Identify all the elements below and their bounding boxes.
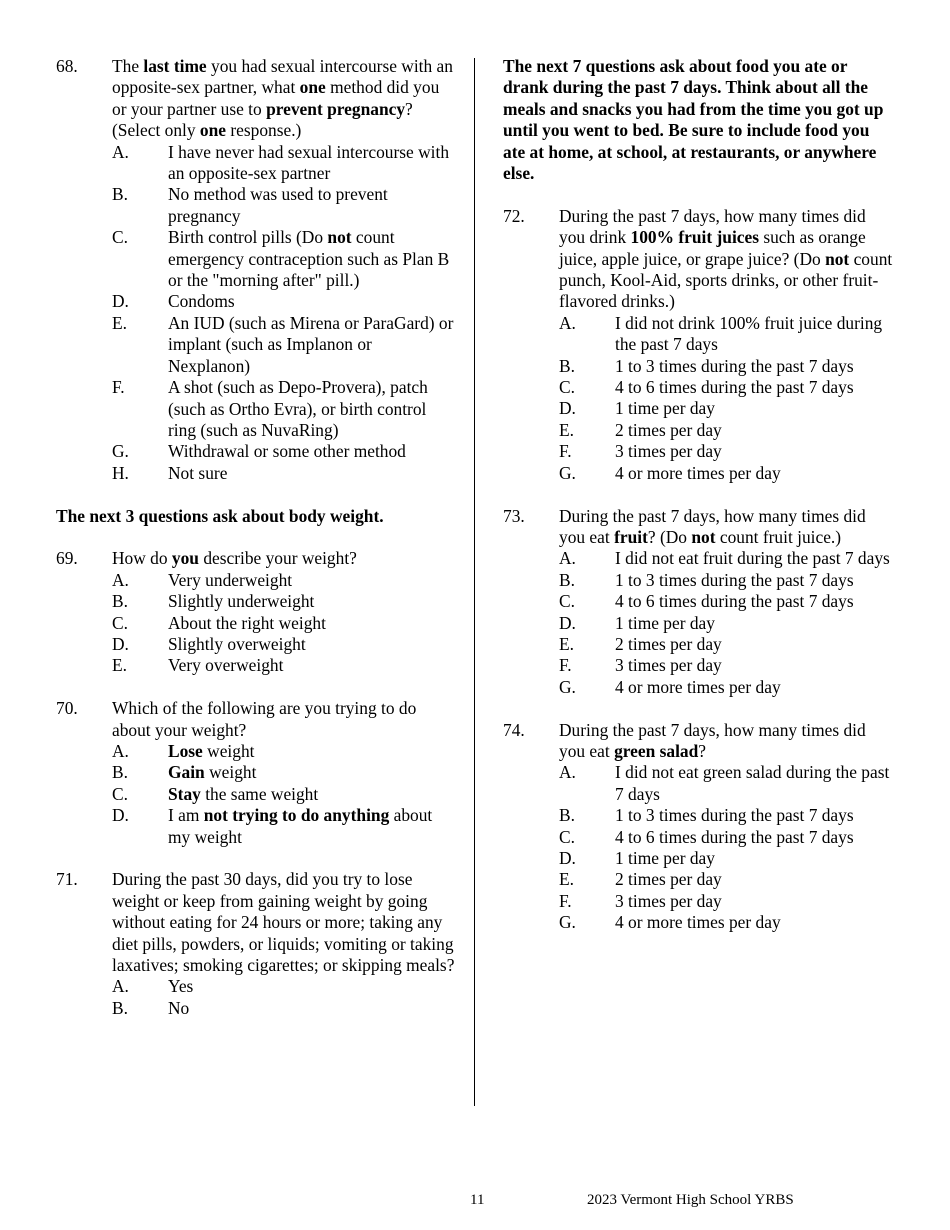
question-number: 73. [503, 505, 525, 526]
answer-option[interactable]: E. Very overweight [112, 655, 284, 676]
answer-option[interactable]: F. 3 times per day [559, 655, 722, 676]
question-68 [56, 56, 456, 484]
answer-option[interactable]: D. 1 time per day [559, 847, 715, 868]
answer-option[interactable]: A. I did not eat green salad during the past 7 days [559, 762, 890, 804]
section-heading: The next 3 questions ask about body weight. [56, 505, 384, 526]
question-number: 72. [503, 205, 525, 226]
answer-option[interactable]: D. 1 time per day [559, 398, 715, 419]
question-number: 70. [56, 698, 78, 719]
answer-option[interactable]: E. 2 times per day [559, 633, 722, 654]
question-text: During the past 7 days, how many times did you eat fruit? (Do not count fruit juice.) [559, 505, 866, 547]
question-70 [56, 698, 456, 848]
right-column [503, 56, 895, 934]
answer-option[interactable]: B. 1 to 3 times during the past 7 days [559, 805, 854, 826]
question-number: 71. [56, 869, 78, 890]
answer-option[interactable]: A. Lose weight [112, 740, 255, 761]
answer-option[interactable]: D. Slightly overweight [112, 633, 306, 654]
question-number: 68. [56, 56, 78, 76]
answer-option[interactable]: A. I did not drink 100% fruit juice during the past 7 days [559, 312, 883, 355]
section-heading: The next 7 questions ask about food you ate or drank during the past 7 days. Think about all the meals and snacks you had from the time you got up until you went to bed. Be sure to include food you ate at home, at school, at restaurants, or anywhere else. [503, 56, 884, 184]
answer-option[interactable]: E. An IUD (such as Mirena or ParaGard) or implant (such as Implanon or Nexplanon) [112, 312, 454, 376]
answer-option[interactable]: A. I did not eat fruit during the past 7 days [559, 548, 890, 569]
question-text: During the past 7 days, how many times did you eat green salad? [559, 719, 866, 761]
answer-option[interactable]: D. I am not trying to do anything about my weight [112, 805, 433, 847]
answer-option[interactable]: A. Yes [112, 976, 194, 997]
question-number: 74. [503, 719, 525, 740]
answer-option[interactable]: B. 1 to 3 times during the past 7 days [559, 355, 854, 376]
answer-option[interactable]: F. A shot (such as Depo-Provera), patch (such as Ortho Evra), or birth control ring (such as NuvaRing) [112, 377, 428, 440]
answer-option[interactable]: B. Gain weight [112, 762, 257, 783]
answer-option[interactable]: D. Condoms [112, 291, 235, 312]
answer-option[interactable]: B. No method was used to prevent pregnancy [112, 184, 388, 226]
answer-option[interactable]: E. 2 times per day [559, 869, 722, 890]
answer-option[interactable]: G. 4 or more times per day [559, 912, 781, 933]
answer-option[interactable]: C. 4 to 6 times during the past 7 days [559, 377, 854, 398]
answer-option[interactable]: B. 1 to 3 times during the past 7 days [559, 569, 854, 590]
question-text: During the past 7 days, how many times did you drink 100% fruit juices such as orange juice, apple juice, or grape juice? (Do not count punch, Kool-Aid, sports drinks, or other fruit-flavored drinks.) [559, 205, 893, 312]
left-column [56, 56, 456, 1019]
question-text: The last time you had sexual intercourse with an opposite-sex partner, what one method did you or your partner use to prevent pregnancy? (Select only one response.) [112, 56, 453, 141]
question-72 [503, 206, 895, 484]
answer-option[interactable]: C. 4 to 6 times during the past 7 days [559, 591, 854, 612]
answer-option[interactable]: C. Birth control pills (Do not count emergency contraception such as Plan B or the "morning after" pill.) [112, 227, 450, 291]
answer-option[interactable]: D. 1 time per day [559, 612, 715, 633]
footer-title: 2023 Vermont High School YRBS [587, 1192, 794, 1208]
question-73 [503, 506, 895, 699]
answer-option[interactable]: C. 4 to 6 times during the past 7 days [559, 826, 854, 847]
question-text: Which of the following are you trying to do about your weight? [112, 698, 417, 740]
answer-option[interactable]: A. I have never had sexual intercourse with an opposite-sex partner [112, 141, 450, 184]
question-69 [56, 548, 456, 676]
page-number: 11 [470, 1192, 485, 1208]
answer-option[interactable]: E. 2 times per day [559, 419, 722, 440]
question-74 [503, 720, 895, 934]
column-divider [474, 58, 475, 1106]
question-71 [56, 869, 456, 1019]
answer-option[interactable]: H. Not sure [112, 462, 228, 483]
answer-option[interactable]: C. Stay the same weight [112, 783, 319, 804]
answer-option[interactable]: B. Slightly underweight [112, 591, 315, 612]
question-text: How do you describe your weight? [112, 548, 357, 569]
answer-option[interactable]: G. 4 or more times per day [559, 462, 781, 483]
answer-option[interactable]: A. Very underweight [112, 569, 293, 590]
answer-option[interactable]: F. 3 times per day [559, 441, 722, 462]
answer-option[interactable]: C. About the right weight [112, 612, 326, 633]
question-text: During the past 30 days, did you try to lose weight or keep from gaining weight by going without eating for 24 hours or more; taking any diet pills, powders, or liquids; vomiting or taking laxatives; smoking cigarettes; or skipping meals? [112, 869, 455, 975]
answer-option[interactable]: G. 4 or more times per day [559, 676, 781, 697]
answer-option[interactable]: F. 3 times per day [559, 890, 722, 911]
answer-option[interactable]: B. No [112, 997, 190, 1018]
answer-option[interactable]: G. Withdrawal or some other method [112, 441, 406, 462]
question-number: 69. [56, 548, 78, 569]
